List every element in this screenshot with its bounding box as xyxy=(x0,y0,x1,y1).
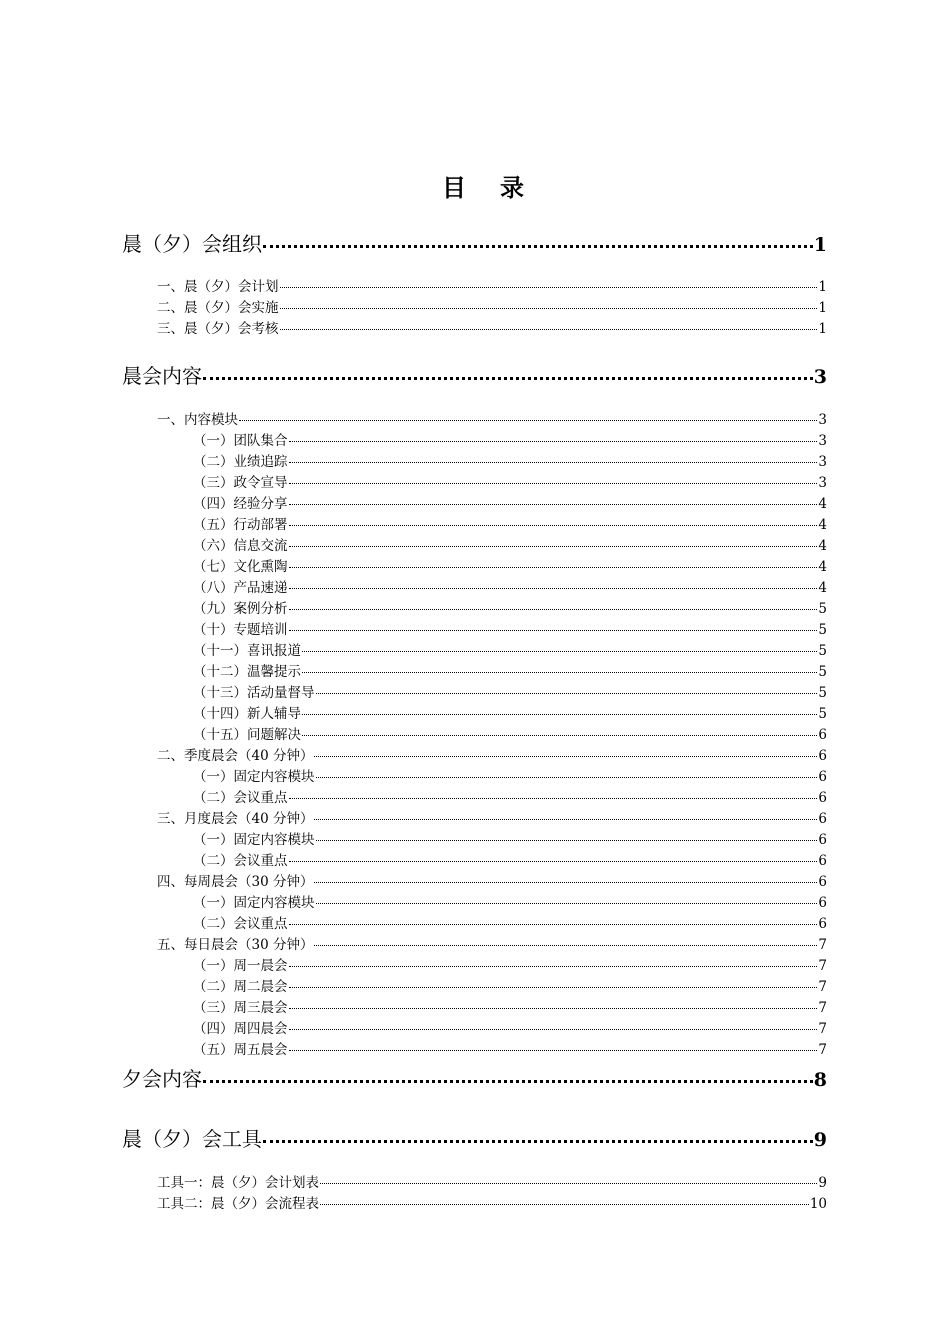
toc-dot-leader xyxy=(289,1008,818,1009)
toc-page-number: 3 xyxy=(818,412,827,428)
toc-dot-leader xyxy=(302,672,817,673)
toc-dot-leader xyxy=(320,1204,809,1205)
toc-page-number: 10 xyxy=(809,1196,827,1212)
toc-page-number: 6 xyxy=(818,748,827,764)
toc-dot-leader xyxy=(302,735,817,736)
toc-page-number: 7 xyxy=(818,958,827,974)
toc-page-number: 9 xyxy=(818,1175,827,1191)
toc-page-number: 1 xyxy=(818,300,827,316)
toc-entry-level-3[interactable] xyxy=(193,1017,827,1038)
toc-entry-title: 三、晨（夕）会考核 xyxy=(157,321,279,337)
toc-page-number: 1 xyxy=(813,234,827,256)
toc-entry-level-2[interactable] xyxy=(157,807,827,828)
toc-dot-leader xyxy=(289,441,818,442)
toc-page-number: 3 xyxy=(818,433,827,449)
toc-entry-title: （十）专题培训 xyxy=(193,622,288,638)
toc-page-number: 5 xyxy=(818,622,827,638)
toc-entry-level-3[interactable] xyxy=(193,723,827,744)
toc-page-number: 5 xyxy=(818,664,827,680)
toc-page-number: 7 xyxy=(818,979,827,995)
toc-dot-leader xyxy=(289,861,818,862)
toc-dot-leader xyxy=(289,1029,818,1030)
toc-entry-title: （二）周二晨会 xyxy=(193,979,288,995)
toc-dot-leader xyxy=(320,1183,817,1184)
toc-entry-level-3[interactable] xyxy=(193,702,827,723)
toc-page-number: 7 xyxy=(818,1021,827,1037)
toc-entry-title: （五）周五晨会 xyxy=(193,1042,288,1058)
toc-dot-leader xyxy=(289,609,818,610)
toc-entry-title: （一）固定内容模块 xyxy=(193,769,315,785)
toc-dot-leader xyxy=(302,714,817,715)
toc-dot-leader xyxy=(203,377,813,380)
toc-dot-leader xyxy=(314,882,817,883)
toc-page-number: 6 xyxy=(818,811,827,827)
toc-dot-leader xyxy=(289,1050,818,1051)
toc-entry-title: （二）业绩追踪 xyxy=(193,454,288,470)
toc-entry-level-2[interactable] xyxy=(157,1192,827,1213)
toc-page-number: 6 xyxy=(818,874,827,890)
toc-dot-leader xyxy=(289,924,818,925)
toc-entry-title: 晨会内容 xyxy=(122,364,202,388)
toc-entry-title: 一、内容模块 xyxy=(157,412,238,428)
toc-page-number: 1 xyxy=(818,279,827,295)
toc-entry-level-3[interactable] xyxy=(193,450,827,471)
toc-dot-leader xyxy=(203,1080,813,1083)
toc-page-number: 6 xyxy=(818,769,827,785)
toc-entry-title: （三）周三晨会 xyxy=(193,1000,288,1016)
toc-dot-leader xyxy=(289,483,818,484)
toc-entry-level-3[interactable] xyxy=(193,534,827,555)
toc-dot-leader xyxy=(316,903,818,904)
toc-entry-level-3[interactable] xyxy=(193,429,827,450)
toc-entry-title: 工具一：晨（夕）会计划表 xyxy=(157,1175,319,1191)
toc-dot-leader xyxy=(289,630,818,631)
toc-entry-level-3[interactable] xyxy=(193,786,827,807)
toc-entry-level-3[interactable] xyxy=(193,471,827,492)
toc-entry-level-3[interactable] xyxy=(193,555,827,576)
toc-page-number: 4 xyxy=(818,538,827,554)
toc-entry-level-2[interactable] xyxy=(157,1171,827,1192)
toc-dot-leader xyxy=(316,840,818,841)
toc-entry-level-2[interactable] xyxy=(157,408,827,429)
toc-dot-leader xyxy=(239,420,817,421)
toc-dot-leader xyxy=(314,756,817,757)
toc-page-number: 6 xyxy=(818,853,827,869)
toc-dot-leader xyxy=(289,987,818,988)
toc-entry-title: （十一）喜讯报道 xyxy=(193,643,301,659)
toc-entry-level-3[interactable] xyxy=(193,576,827,597)
toc-entry-title: （八）产品速递 xyxy=(193,580,288,596)
toc-page-number: 5 xyxy=(818,643,827,659)
toc-entry-title: （四）周四晨会 xyxy=(193,1021,288,1037)
toc-entry-level-3[interactable] xyxy=(193,828,827,849)
toc-page-number: 3 xyxy=(818,475,827,491)
toc-entry-title: （五）行动部署 xyxy=(193,517,288,533)
toc-entry-level-2[interactable] xyxy=(157,933,827,954)
toc-title: 目录 xyxy=(442,174,558,202)
toc-entry-title: （四）经验分享 xyxy=(193,496,288,512)
toc-entry-title: 四、每周晨会（30 分钟） xyxy=(157,874,314,890)
toc-page-number: 3 xyxy=(818,454,827,470)
toc-entry-title: （十三）活动量督导 xyxy=(193,685,315,701)
toc-page-number: 6 xyxy=(818,832,827,848)
toc-entry-level-1[interactable] xyxy=(122,1063,827,1093)
toc-entry-level-3[interactable] xyxy=(193,912,827,933)
toc-entry-level-1[interactable] xyxy=(122,228,827,258)
toc-dot-leader xyxy=(289,525,818,526)
toc-entry-level-2[interactable] xyxy=(157,870,827,891)
toc-dot-leader xyxy=(289,798,818,799)
toc-dot-leader xyxy=(263,245,813,248)
toc-dot-leader xyxy=(314,819,817,820)
toc-entry-title: 二、晨（夕）会实施 xyxy=(157,300,279,316)
toc-entry-title: （二）会议重点 xyxy=(193,790,288,806)
toc-dot-leader xyxy=(316,693,818,694)
toc-entry-title: 晨（夕）会组织 xyxy=(122,232,262,256)
toc-dot-leader xyxy=(280,287,818,288)
toc-page-number: 3 xyxy=(813,366,827,388)
toc-entry-level-3[interactable] xyxy=(193,597,827,618)
toc-entry-title: （九）案例分析 xyxy=(193,601,288,617)
toc-entry-title: （三）政令宣导 xyxy=(193,475,288,491)
toc-page-number: 6 xyxy=(818,790,827,806)
toc-dot-leader xyxy=(263,1140,813,1143)
toc-entry-title: 夕会内容 xyxy=(122,1067,202,1091)
toc-entry-level-3[interactable] xyxy=(193,492,827,513)
toc-entry-level-3[interactable] xyxy=(193,639,827,660)
toc-dot-leader xyxy=(289,567,818,568)
toc-entry-title: 一、晨（夕）会计划 xyxy=(157,279,279,295)
toc-page-number: 8 xyxy=(813,1069,827,1091)
toc-dot-leader xyxy=(289,504,818,505)
toc-entry-level-3[interactable] xyxy=(193,513,827,534)
toc-page-number: 5 xyxy=(818,706,827,722)
toc-dot-leader xyxy=(289,966,818,967)
toc-entry-level-3[interactable] xyxy=(193,1038,827,1059)
toc-page-number: 4 xyxy=(818,580,827,596)
toc-entry-level-3[interactable] xyxy=(193,891,827,912)
toc-entry-level-2[interactable] xyxy=(157,296,827,317)
toc-page-number: 7 xyxy=(818,1000,827,1016)
toc-dot-leader xyxy=(314,945,817,946)
toc-entry-title: 五、每日晨会（30 分钟） xyxy=(157,937,314,953)
toc-entry-title: （十四）新人辅导 xyxy=(193,706,301,722)
toc-page-number: 6 xyxy=(818,895,827,911)
toc-page-number: 6 xyxy=(818,916,827,932)
toc-entry-level-3[interactable] xyxy=(193,849,827,870)
toc-entry-title: 工具二：晨（夕）会流程表 xyxy=(157,1196,319,1212)
toc-page-number: 1 xyxy=(818,321,827,337)
toc-page-number: 4 xyxy=(818,496,827,512)
toc-entry-level-2[interactable] xyxy=(157,744,827,765)
toc-entry-level-3[interactable] xyxy=(193,618,827,639)
toc-entry-title: （七）文化熏陶 xyxy=(193,559,288,575)
toc-entry-title: 三、月度晨会（40 分钟） xyxy=(157,811,314,827)
toc-dot-leader xyxy=(316,777,818,778)
toc-page-number: 5 xyxy=(818,601,827,617)
toc-page-number: 7 xyxy=(818,937,827,953)
toc-dot-leader xyxy=(289,588,818,589)
toc-entry-level-3[interactable] xyxy=(193,996,827,1017)
toc-dot-leader xyxy=(289,546,818,547)
toc-entry-title: （十二）温馨提示 xyxy=(193,664,301,680)
toc-dot-leader xyxy=(289,462,818,463)
toc-entry-title: （一）周一晨会 xyxy=(193,958,288,974)
toc-entry-level-3[interactable] xyxy=(193,975,827,996)
toc-entry-level-1[interactable] xyxy=(122,360,827,390)
toc-entry-title: 二、季度晨会（40 分钟） xyxy=(157,748,314,764)
toc-entry-level-1[interactable] xyxy=(122,1123,827,1153)
toc-entry-title: 晨（夕）会工具 xyxy=(122,1127,262,1151)
toc-dot-leader xyxy=(280,308,818,309)
toc-entry-level-3[interactable] xyxy=(193,954,827,975)
toc-entry-level-3[interactable] xyxy=(193,765,827,786)
toc-entry-title: （十五）问题解决 xyxy=(193,727,301,743)
toc-page-number: 4 xyxy=(818,517,827,533)
toc-page-number: 9 xyxy=(813,1129,827,1151)
toc-entry-title: （一）团队集合 xyxy=(193,433,288,449)
toc-page-number: 7 xyxy=(818,1042,827,1058)
toc-dot-leader xyxy=(302,651,817,652)
toc-page-number: 4 xyxy=(818,559,827,575)
toc-entry-title: （一）固定内容模块 xyxy=(193,832,315,848)
toc-dot-leader xyxy=(280,329,818,330)
toc-entry-level-2[interactable] xyxy=(157,317,827,338)
toc-page-number: 6 xyxy=(818,727,827,743)
toc-entry-title: （六）信息交流 xyxy=(193,538,288,554)
toc-entry-level-3[interactable] xyxy=(193,660,827,681)
toc-entry-title: （二）会议重点 xyxy=(193,916,288,932)
toc-entry-level-3[interactable] xyxy=(193,681,827,702)
toc-entry-title: （一）固定内容模块 xyxy=(193,895,315,911)
toc-page-number: 5 xyxy=(818,685,827,701)
toc-entry-title: （二）会议重点 xyxy=(193,853,288,869)
toc-entry-level-2[interactable] xyxy=(157,275,827,296)
